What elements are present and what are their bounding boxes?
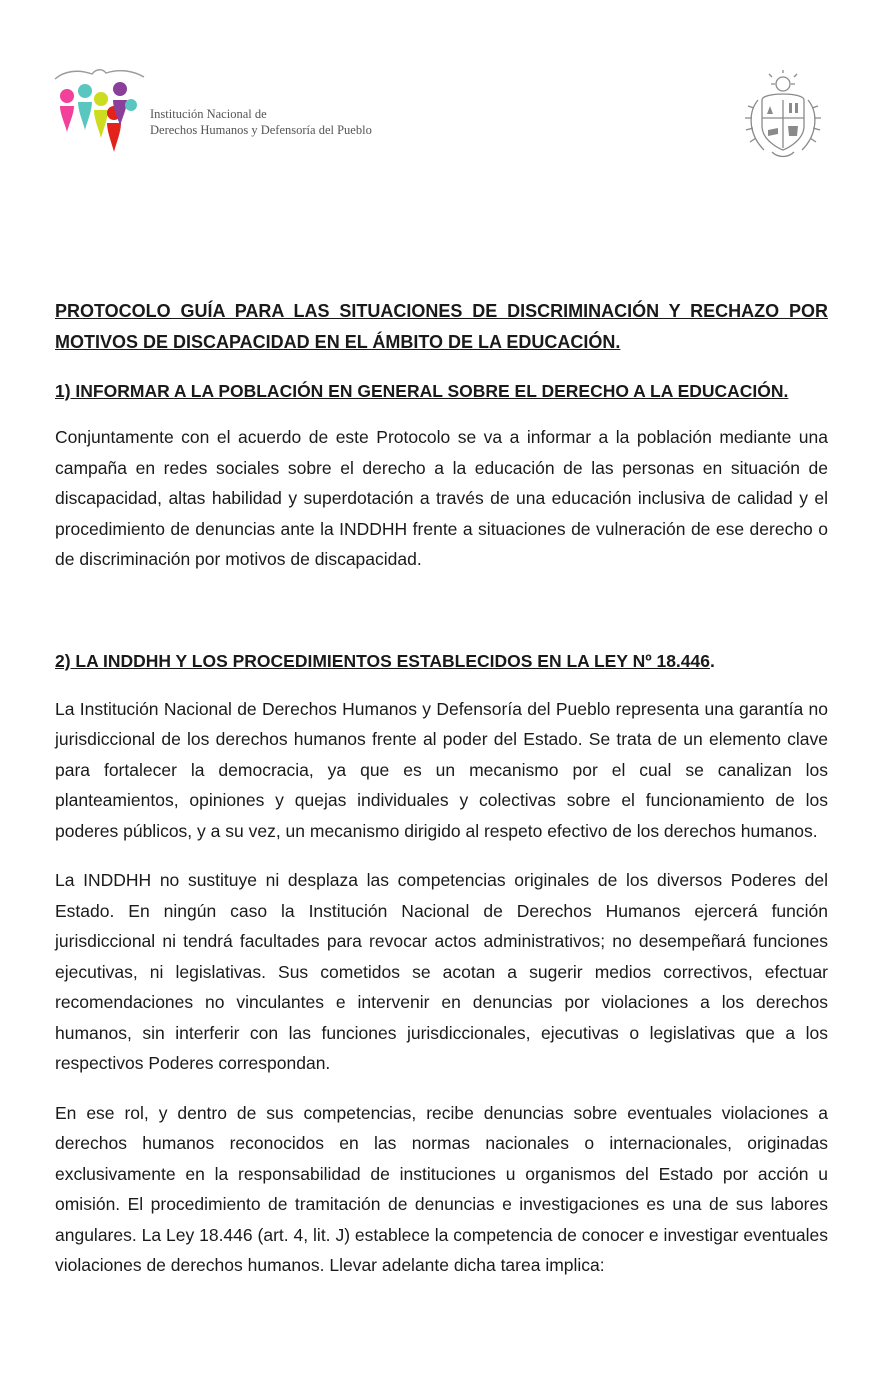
section-2-heading <box>55 646 828 676</box>
institution-name-line2: Derechos Humanos y Defensoría del Pueblo <box>150 123 372 137</box>
logo-figure-pink <box>60 89 74 132</box>
institution-name-line1: Institución Nacional de <box>150 107 267 121</box>
section-2-paragraph-1: La Institución Nacional de Derechos Humanos y Defensoría del Pueblo representa una garantía no jurisdiccional de los derechos humanos frente al poder del Estado. Se trata de un elemento clave para fortalecer la democracia, ya que es un mecanismo por el cual se canalizan los planteamientos, opiniones y quejas individuales y colectivas sobre el funcionamiento de los poderes públicos, y a su vez, un mecanismo dirigido al respeto efectivo de los derechos humanos. <box>55 698 828 841</box>
uruguay-coat-of-arms-icon <box>742 70 824 162</box>
section-1-heading-text: 1) INFORMAR A LA POBLACIÓN EN GENERAL SOBRE EL DERECHO A LA EDUCACIÓN. <box>55 381 789 401</box>
logo-figure-yellow <box>94 92 108 138</box>
inddhh-logo-icon <box>52 66 148 158</box>
section-2-heading-suffix: . <box>710 650 715 671</box>
institution-name <box>150 106 372 138</box>
section-1-heading <box>55 376 828 406</box>
section-2-heading-text: 2) LA INDDHH Y LOS PROCEDIMIENTOS ESTABLECIDOS EN LA LEY Nº 18.446 <box>55 650 710 671</box>
logo-dot-teal <box>125 99 137 111</box>
document-body <box>55 296 828 1281</box>
section-2-paragraph-2: La INDDHH no sustituye ni desplaza las competencias originales de los diversos Poderes del Estado. En ningún caso la Institución Nacional de Derechos Humanos ejercerá función jurisdiccional ni tendrá facultades para revocar actos administrativos; no desempeñará funciones ejecutivas, ni legislativas. Sus cometidos se acotan a sugerir medios correctivos, efectuar recomendaciones no vinculantes e intervenir en denuncias por violaciones a los derechos humanos, sin interferir con las funciones jurisdiccionales, ejecutivas o legislativas que a los respectivos Poderes correspondan. <box>55 870 828 1073</box>
section-1-paragraph: Conjuntamente con el acuerdo de este Protocolo se va a informar a la población mediante una campaña en redes sociales sobre el derecho a la educación de las personas en situación de discapacidad, altas habilidad y superdotación a través de una educación inclusiva de calidad y el procedimiento de denuncias ante la INDDHH frente a situaciones de vulneración de ese derecho o de discriminación por motivos de discapacidad. <box>55 427 828 569</box>
logo-figure-teal <box>78 84 92 130</box>
document-header <box>0 0 885 170</box>
document-title: PROTOCOLO GUÍA PARA LAS SITUACIONES DE DISCRIMINACIÓN Y RECHAZO POR MOTIVOS DE DISCAPACIDAD EN EL ÁMBITO DE LA EDUCACIÓN. <box>55 301 828 352</box>
section-2-paragraph-3: En ese rol, y dentro de sus competencias, recibe denuncias sobre eventuales violaciones a derechos humanos reconocidos en las normas nacionales o internacionales, originadas exclusivamente en la responsabilidad de instituciones u organismos del Estado por acción u omisión. El procedimiento de tramitación de denuncias e investigaciones es una de sus labores angulares. La Ley 18.446 (art. 4, lit. J) establece la competencia de conocer e investigar eventuales violaciones de derechos humanos. Llevar adelante dicha tarea implica: <box>55 1102 828 1275</box>
